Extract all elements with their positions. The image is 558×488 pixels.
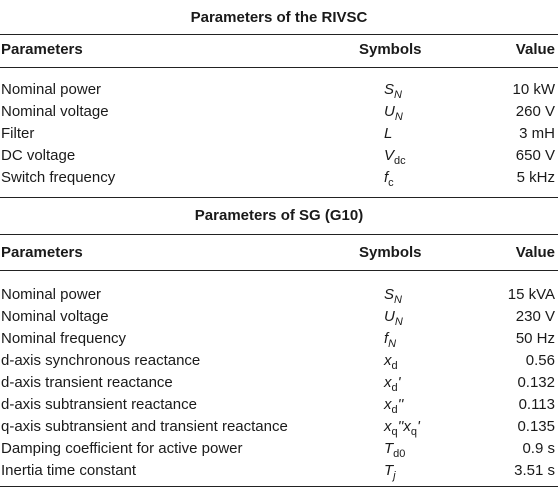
table-row: [0, 372, 558, 394]
param-symbol: $U_N$: [384, 103, 403, 123]
param-value: 0.113: [518, 396, 555, 413]
table-top-rule: [0, 234, 558, 235]
param-name: Nominal voltage: [1, 308, 109, 325]
param-symbol: $S_N$: [384, 81, 402, 101]
header-value: Value: [515, 244, 555, 261]
param-symbol: $f_c$: [384, 169, 394, 189]
table-title-sg: Parameters of SG (G10): [194, 207, 364, 224]
param-symbol: $S_N$: [384, 286, 402, 306]
param-symbol: $f_N$: [384, 330, 397, 350]
param-name: Filter: [1, 125, 35, 142]
param-symbol: $T_{d0}$: [384, 440, 406, 460]
param-value: 0.132: [517, 374, 555, 391]
param-symbol: $x_d'$: [384, 374, 401, 394]
param-value: 10 kW: [512, 81, 555, 98]
param-name: q-axis subtransient and transient reactance: [1, 418, 288, 435]
param-name: Nominal power: [1, 81, 102, 98]
table-row: [0, 306, 558, 328]
table-bottom-rule: [0, 197, 558, 198]
table-row: [0, 167, 558, 189]
param-symbol: $V_{dc}$: [384, 147, 406, 167]
param-symbol: $x_d$: [384, 352, 398, 372]
param-value: 15 kVA: [507, 286, 555, 303]
table-row: [0, 438, 558, 460]
table-header-row: [0, 242, 558, 264]
param-name: d-axis synchronous reactance: [1, 352, 201, 369]
param-value: 260 V: [515, 103, 555, 120]
param-symbol: L: [384, 125, 393, 142]
param-symbol: $x_q''x_q'$: [384, 418, 420, 438]
table-row: [0, 123, 558, 145]
param-name: DC voltage: [1, 147, 76, 164]
table-row: [0, 460, 558, 482]
table-title-rivsc: Parameters of the RIVSC: [190, 9, 368, 26]
param-symbol: $U_N$: [384, 308, 403, 328]
param-name: Nominal power: [1, 286, 102, 303]
table-bottom-rule: [0, 486, 558, 487]
header-rule: [0, 67, 558, 68]
param-value: 0.9 s: [522, 440, 555, 457]
table-top-rule: [0, 34, 558, 35]
param-value: 0.135: [517, 418, 555, 435]
header-parameters: Parameters: [1, 41, 83, 58]
param-name: Nominal frequency: [1, 330, 127, 347]
param-value: 0.56: [525, 352, 555, 369]
param-value: 3 mH: [519, 125, 555, 142]
param-name: Inertia time constant: [1, 462, 137, 479]
param-symbol: $x_d''$: [384, 396, 404, 416]
param-value: 5 kHz: [516, 169, 555, 186]
header-symbols: Symbols: [359, 244, 422, 261]
param-name: Switch frequency: [1, 169, 116, 186]
table-row: [0, 328, 558, 350]
table-row: [0, 350, 558, 372]
header-rule: [0, 270, 558, 271]
param-value: 50 Hz: [515, 330, 555, 347]
header-parameters: Parameters: [1, 244, 83, 261]
param-name: d-axis subtransient reactance: [1, 396, 197, 413]
param-name: Damping coefficient for active power: [1, 440, 243, 457]
table-row: [0, 416, 558, 438]
param-value: 650 V: [515, 147, 555, 164]
table-row: [0, 394, 558, 416]
param-symbol: $T_j$: [384, 462, 396, 482]
table-row: [0, 284, 558, 306]
header-symbols: Symbols: [359, 41, 422, 58]
table-header-row: [0, 39, 558, 61]
param-name: d-axis transient reactance: [1, 374, 173, 391]
param-value: 230 V: [515, 308, 555, 325]
param-value: 3.51 s: [514, 462, 555, 479]
param-name: Nominal voltage: [1, 103, 109, 120]
header-value: Value: [515, 41, 555, 58]
table-row: [0, 79, 558, 101]
table-row: [0, 145, 558, 167]
table-row: [0, 101, 558, 123]
